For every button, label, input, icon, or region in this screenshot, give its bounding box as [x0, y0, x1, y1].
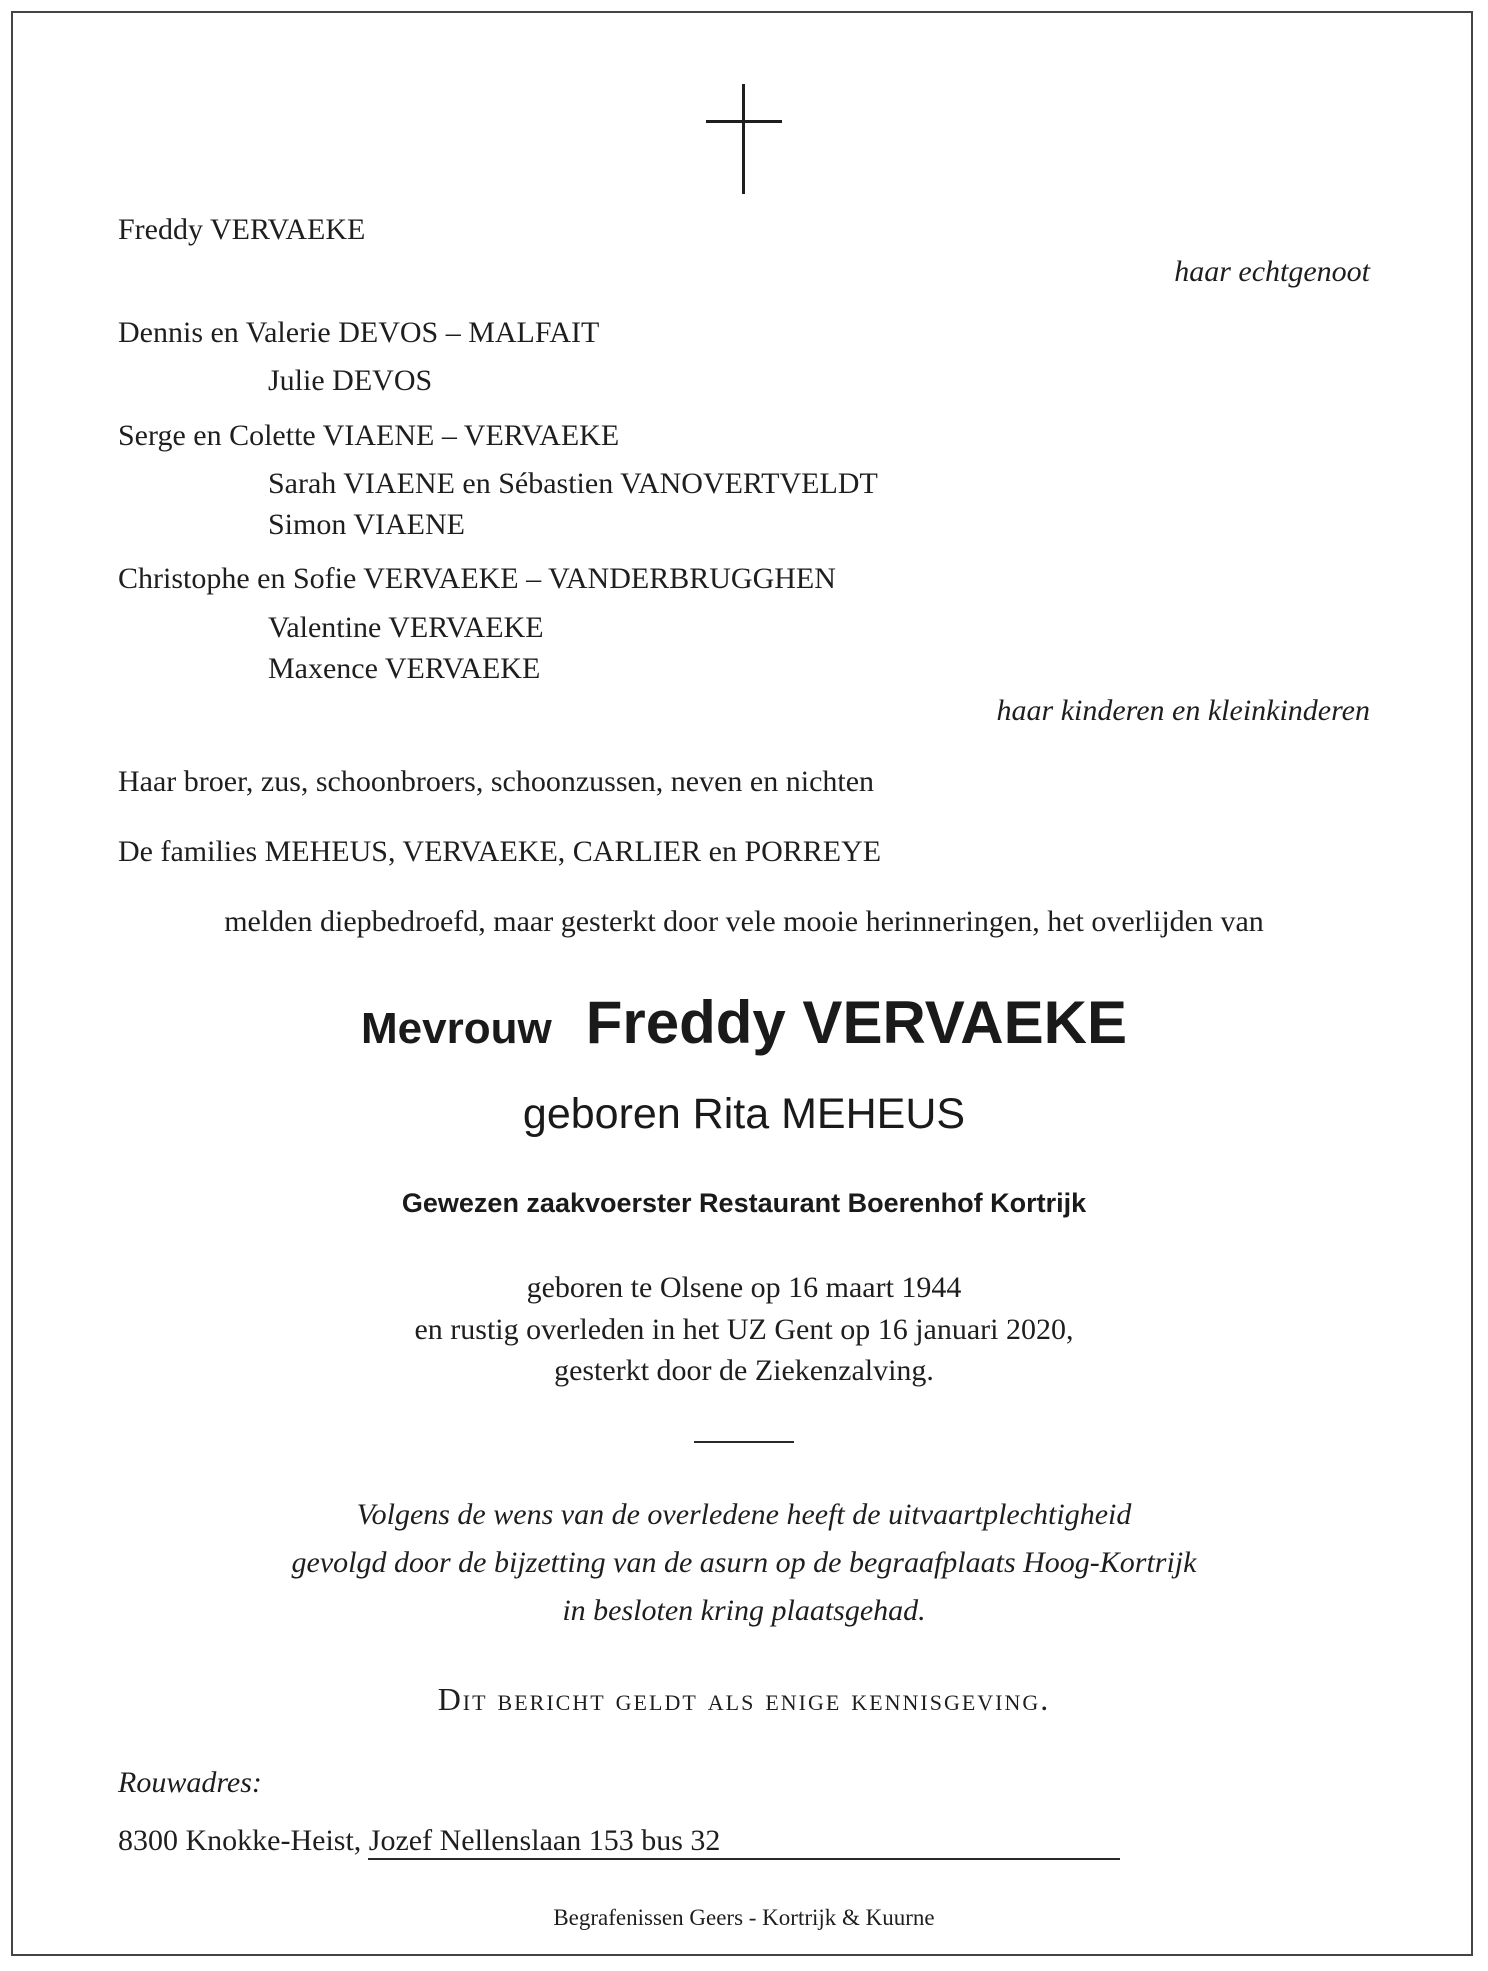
child-1: Dennis en Valerie DEVOS – MALFAIT	[118, 316, 600, 349]
grandchild-2b: Simon VIAENE	[268, 508, 465, 541]
undertaker-line: Begrafenissen Geers - Kortrijk & Kuurne	[553, 1905, 935, 1930]
deceased-title: Mevrouw	[361, 1004, 552, 1053]
short-divider	[694, 1441, 794, 1443]
child-2: Serge en Colette VIAENE – VERVAEKE	[118, 419, 620, 452]
grandchild-3b: Maxence VERVAEKE	[268, 652, 541, 685]
sacrament-line: gesterkt door de Ziekenzalving.	[554, 1354, 934, 1387]
funeral-line-3: in besloten kring plaatsgehad.	[562, 1594, 926, 1627]
children-role: haar kinderen en kleinkinderen	[996, 694, 1370, 727]
birth-line: geboren te Olsene op 16 maart 1944	[526, 1271, 962, 1304]
child-3: Christophe en Sofie VERVAEKE – VANDERBRUGGHEN	[118, 562, 836, 595]
announcement-line: melden diepbedroefd, maar gesterkt door vele mooie herinneringen, het overlijden van	[224, 905, 1264, 938]
spouse-name: Freddy VERVAEKE	[118, 213, 366, 246]
funeral-line-2: gevolgd door de bijzetting van de asurn op de begraafplaats Hoog-Kortrijk	[291, 1546, 1197, 1579]
footer-divider	[368, 1858, 1120, 1860]
cross-icon	[706, 84, 782, 194]
address-label: Rouwadres:	[118, 1766, 262, 1799]
funeral-line-1: Volgens de wens van de overledene heeft de uitvaartplechtigheid	[356, 1498, 1132, 1531]
spouse-role: haar echtgenoot	[1174, 255, 1370, 288]
families-line: De families MEHEUS, VERVAEKE, CARLIER en PORREYE	[118, 835, 882, 868]
page-border	[11, 11, 1473, 1956]
grandchild-1: Julie DEVOS	[268, 364, 433, 397]
grandchild-3a: Valentine VERVAEKE	[268, 611, 544, 644]
occupation: Gewezen zaakvoerster Restaurant Boerenhof Kortrijk	[401, 1188, 1087, 1218]
relatives-line: Haar broer, zus, schoonbroers, schoonzussen, neven en nichten	[118, 765, 875, 798]
born-name: geboren Rita MEHEUS	[522, 1090, 966, 1138]
grandchild-2a: Sarah VIAENE en Sébastien VANOVERTVELDT	[268, 467, 878, 500]
address-value: 8300 Knokke-Heist, Jozef Nellenslaan 153 bus 32	[118, 1824, 721, 1857]
deceased-heading	[0, 988, 1488, 1074]
death-line: en rustig overleden in het UZ Gent op 16 januari 2020,	[414, 1313, 1074, 1346]
notice-line: Dit bericht geldt als enige kennisgeving.	[437, 1681, 1051, 1717]
deceased-name: Freddy VERVAEKE	[585, 989, 1127, 1056]
